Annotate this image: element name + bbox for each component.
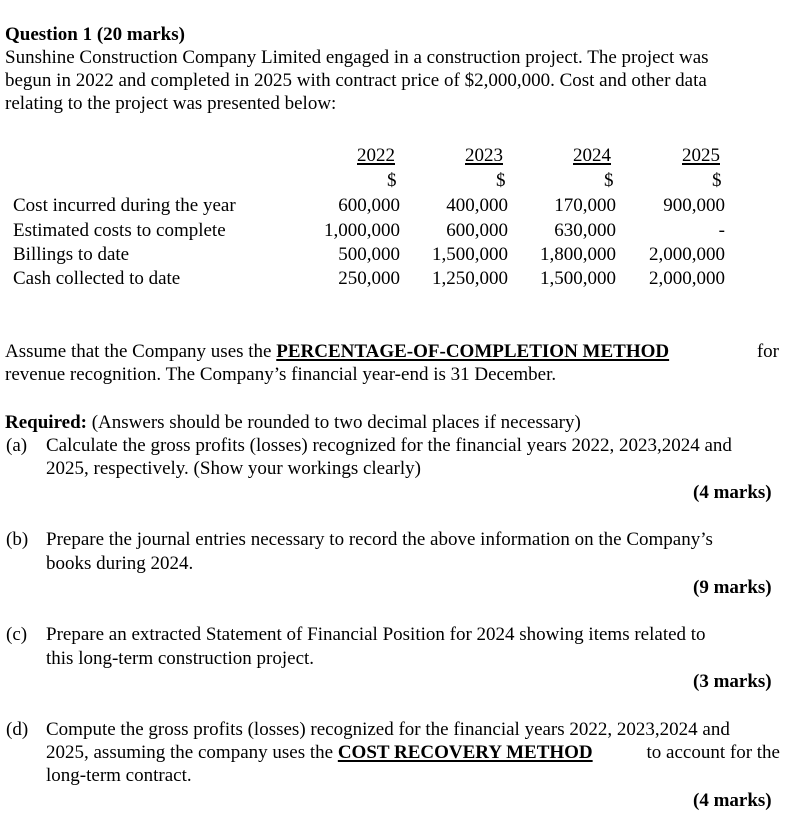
row-label-billings: Billings to date	[13, 244, 130, 265]
question-title: Question 1 (20 marks)	[5, 24, 185, 45]
part-d-marks: (4 marks)	[693, 790, 772, 811]
year-header-2024: 2024	[573, 145, 611, 166]
part-d-line-2-pre: 2025, assuming the company uses the	[46, 742, 338, 763]
table-cell: 1,250,000	[432, 268, 508, 289]
part-b-line-1: Prepare the journal entries necessary to record the above information on the Company’s	[46, 529, 713, 550]
currency-2024: $	[604, 170, 614, 191]
year-header-2022: 2022	[357, 145, 395, 166]
intro-line-2: begun in 2022 and completed in 2025 with contract price of $2,000,000. Cost and other data	[5, 70, 707, 91]
table-cell: 600,000	[338, 195, 400, 216]
part-d-line-3: long-term contract.	[46, 765, 192, 786]
table-cell: 900,000	[663, 195, 725, 216]
part-c-marks: (3 marks)	[693, 671, 772, 692]
table-cell: 1,500,000	[432, 244, 508, 265]
assumption-line-2: revenue recognition. The Company’s financial year-end is 31 December.	[5, 364, 557, 385]
table-cell: 2,000,000	[649, 268, 725, 289]
currency-2023: $	[496, 170, 506, 191]
part-a-tag: (a)	[6, 435, 28, 456]
required-line	[5, 411, 581, 434]
part-b-marks: (9 marks)	[693, 577, 772, 598]
cost-recovery-method-label: COST RECOVERY METHOD	[337, 742, 593, 763]
currency-2022: $	[387, 170, 397, 191]
part-a-line-2: 2025, respectively. (Show your workings clearly)	[46, 458, 421, 479]
table-cell: 630,000	[554, 220, 616, 241]
assumption-line-1	[5, 340, 779, 363]
row-label-cash-collected: Cash collected to date	[13, 268, 181, 289]
part-a-line-1: Calculate the gross profits (losses) recognized for the financial years 2022, 2023,2024 and	[46, 435, 732, 456]
table-cell: -	[718, 220, 725, 241]
intro-line-1: Sunshine Construction Company Limited engaged in a construction project. The project was	[5, 47, 709, 68]
table-cell: 400,000	[446, 195, 508, 216]
part-d-tag: (d)	[6, 719, 29, 740]
intro-line-3: relating to the project was presented below:	[5, 93, 337, 114]
table-cell: 2,000,000	[649, 244, 725, 265]
part-c-line-2: this long-term construction project.	[46, 648, 315, 669]
part-c-tag: (c)	[6, 624, 28, 645]
part-b-tag: (b)	[6, 529, 29, 550]
part-d-line-2-post: to account for the	[641, 742, 780, 763]
table-cell: 500,000	[338, 244, 400, 265]
year-header-2025: 2025	[682, 145, 720, 166]
table-cell: 600,000	[446, 220, 508, 241]
part-c-line-1: Prepare an extracted Statement of Financial Position for 2024 showing items related to	[46, 624, 706, 645]
table-cell: 250,000	[338, 268, 400, 289]
part-b-line-2: books during 2024.	[46, 553, 194, 574]
poc-method-label: PERCENTAGE-OF-COMPLETION METHOD	[276, 341, 670, 362]
required-note: (Answers should be rounded to two decimal places if necessary)	[86, 412, 581, 433]
assumption-pre: Assume that the Company uses the	[5, 341, 277, 362]
table-cell: 1,000,000	[324, 220, 400, 241]
table-cell: 1,800,000	[540, 244, 616, 265]
part-a-marks: (4 marks)	[693, 482, 772, 503]
required-label: Required:	[5, 412, 87, 433]
table-cell: 170,000	[554, 195, 616, 216]
row-label-estimated-costs: Estimated costs to complete	[13, 220, 226, 241]
currency-2025: $	[712, 170, 722, 191]
year-header-2023: 2023	[465, 145, 503, 166]
assumption-post: for	[752, 341, 779, 362]
row-label-cost-incurred: Cost incurred during the year	[13, 195, 236, 216]
part-d-line-1: Compute the gross profits (losses) recognized for the financial years 2022, 2023,2024 and	[46, 719, 730, 740]
table-cell: 1,500,000	[540, 268, 616, 289]
part-d-line-2	[46, 741, 780, 764]
